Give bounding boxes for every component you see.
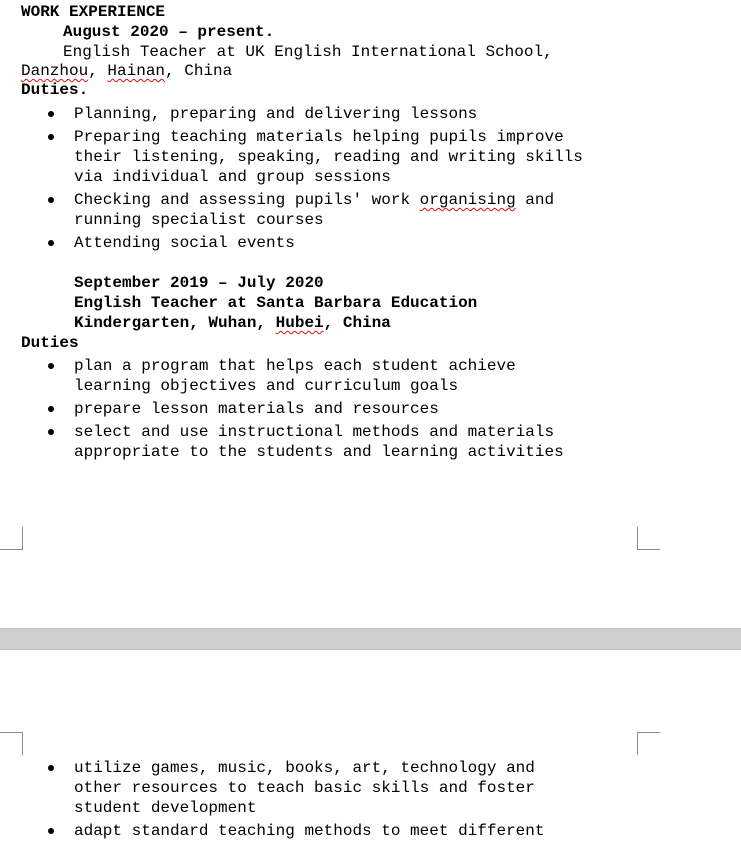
list-item-continuation: other resources to teach basic skills and foster <box>74 779 535 797</box>
list-item: adapt standard teaching methods to meet different <box>74 822 545 840</box>
bullet-icon <box>48 111 54 117</box>
bullet-icon <box>48 429 54 435</box>
bullet-icon <box>48 765 54 771</box>
list-item-continuation: their listening, speaking, reading and writing skills <box>74 148 583 166</box>
list-item-continuation: learning objectives and curriculum goals <box>74 377 459 395</box>
margin-corner-mark <box>0 527 23 550</box>
spelling-flag[interactable]: Hainan <box>107 62 166 80</box>
list-item-continuation: via individual and group sessions <box>74 168 391 186</box>
margin-corner-mark <box>637 732 660 755</box>
page-gap <box>0 628 741 650</box>
job1-period: August 2020 – present. <box>63 23 275 41</box>
job2-duties-heading: Duties <box>21 334 79 352</box>
spelling-flag[interactable]: Hubei <box>275 314 324 332</box>
job2-location: Kindergarten, Wuhan, Hubei, China <box>74 314 391 332</box>
spelling-flag[interactable]: Danzhou <box>21 62 89 80</box>
job1-title: English Teacher at UK English International School, <box>63 43 553 61</box>
margin-corner-mark <box>0 732 23 755</box>
job2-period: September 2019 – July 2020 <box>74 274 324 292</box>
list-item-continuation: student development <box>74 799 257 817</box>
bullet-icon <box>48 406 54 412</box>
bullet-icon <box>48 134 54 140</box>
list-item: Checking and assessing pupils' work organising and <box>74 191 555 209</box>
list-item: select and use instructional methods and materials <box>74 423 555 441</box>
list-item: Preparing teaching materials helping pupils improve <box>74 128 564 146</box>
bullet-icon <box>48 363 54 369</box>
list-item: utilize games, music, books, art, technology and <box>74 759 535 777</box>
spelling-flag[interactable]: organising <box>419 191 516 209</box>
bullet-icon <box>48 240 54 246</box>
margin-corner-mark <box>637 527 660 550</box>
job1-duties-heading: Duties. <box>21 81 89 99</box>
list-item: Planning, preparing and delivering lessons <box>74 105 478 123</box>
list-item-continuation: running specialist courses <box>74 211 324 229</box>
section-heading: WORK EXPERIENCE <box>21 3 166 21</box>
bullet-icon <box>48 197 54 203</box>
list-item: Attending social events <box>74 234 295 252</box>
list-item: prepare lesson materials and resources <box>74 400 439 418</box>
bullet-icon <box>48 828 54 834</box>
list-item-continuation: appropriate to the students and learning activities <box>74 443 564 461</box>
list-item: plan a program that helps each student achieve <box>74 357 516 375</box>
job1-location: Danzhou, Hainan, China <box>21 62 233 80</box>
document-page-2 <box>0 650 741 846</box>
job2-title: English Teacher at Santa Barbara Education <box>74 294 478 312</box>
